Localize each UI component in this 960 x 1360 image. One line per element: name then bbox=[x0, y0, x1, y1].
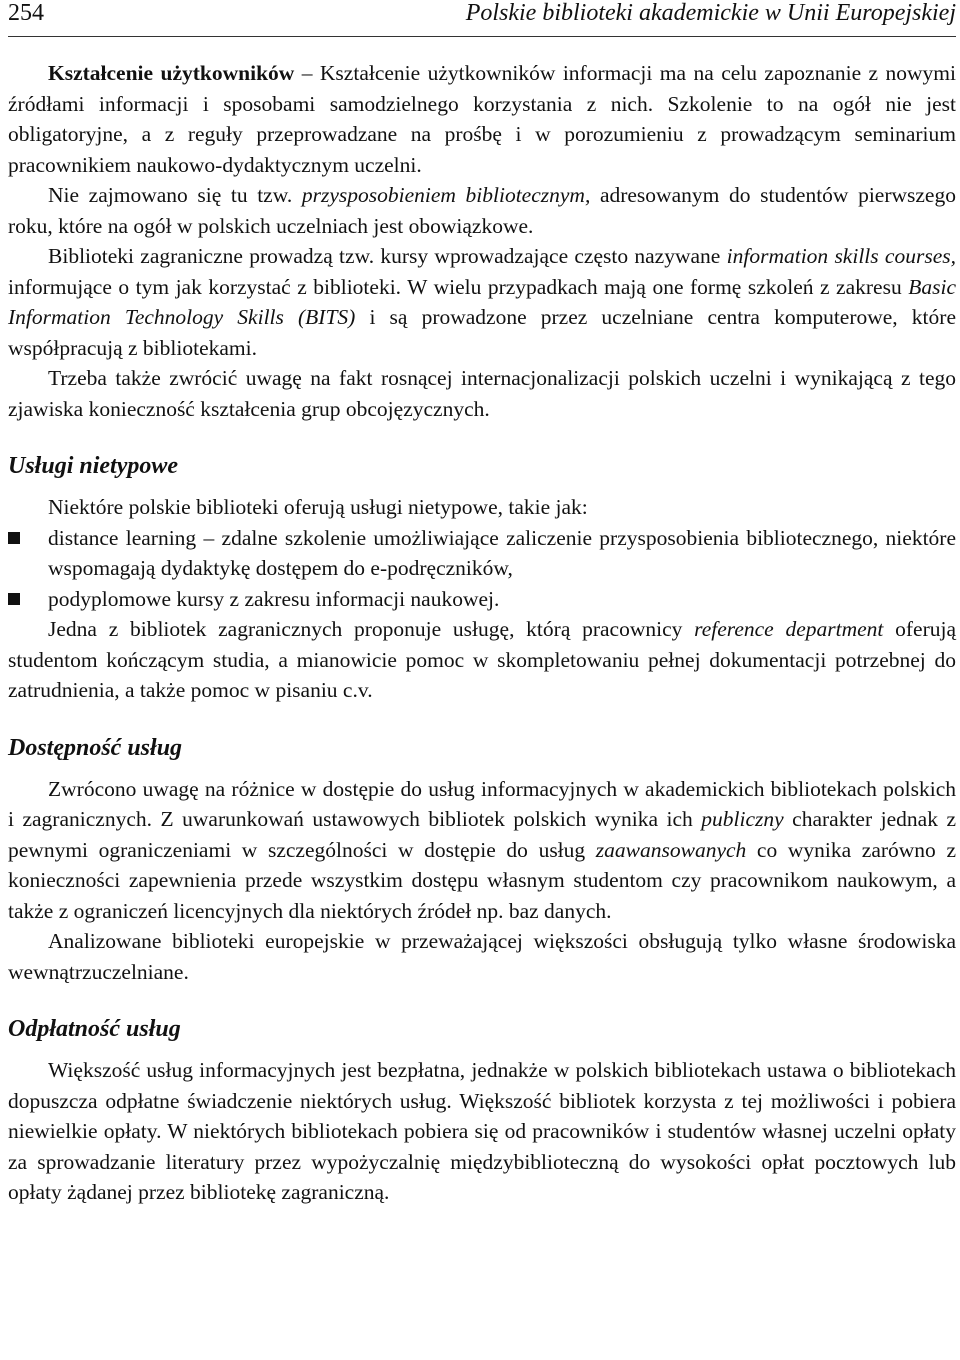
paragraph-foreign-courses bbox=[8, 241, 956, 363]
text-run: charakter jednak z pewnymi ograniczeniami w szczególności w dostępie do usług bbox=[8, 807, 956, 862]
running-title: Polskie biblioteki akademickie w Unii Europejskiej bbox=[465, 0, 956, 26]
italic-term: zaawansowanych bbox=[595, 837, 747, 862]
text-run: informujące o tym jak korzystać z biblioteki. W wielu przypadkach mają one formę szkoleń z zakresu bbox=[8, 274, 909, 299]
text-run: Biblioteki zagraniczne prowadzą tzw. kursy wprowadzające często nazywane bbox=[48, 244, 727, 268]
list-item-text: distance learning – zdalne szkolenie umożliwiające zaliczenie przysposobienia bibliotecznego, niektóre wspomagają dydaktykę dostępem do e-podręczników, bbox=[48, 525, 956, 580]
document-page bbox=[8, 0, 956, 1360]
body-text bbox=[8, 58, 956, 1208]
paragraph-atypical-intro: Niektóre polskie biblioteki oferują usługi nietypowe, takie jak: bbox=[48, 495, 588, 519]
bullet-list bbox=[8, 523, 956, 615]
square-bullet-icon bbox=[8, 532, 20, 544]
paragraph-reference-department bbox=[8, 614, 956, 706]
text-run: Nie zajmowano się tu tzw. bbox=[48, 183, 302, 207]
italic-term: Basic Information Technology Skills (BITS) bbox=[8, 274, 956, 329]
lead-term: Kształcenie użytkowników bbox=[48, 61, 295, 85]
list-item-text: podyplomowe kursy z zakresu informacji naukowej. bbox=[48, 586, 500, 611]
italic-term: reference department bbox=[694, 617, 884, 641]
running-header bbox=[8, 0, 956, 37]
section-heading-availability: Dostępność usług bbox=[8, 734, 183, 761]
paragraph-availability bbox=[8, 774, 956, 927]
italic-term: przysposobieniem bibliotecznym, bbox=[301, 183, 591, 207]
text-run: co wynika zarówno z konieczności zapewnienia przede wszystkim dostępu własnym studentom czy pracownikom naukowym, a także z ograniczeń licencyjnych dla niektórych źródeł np. baz danych. bbox=[8, 837, 956, 923]
text-run: Zwrócono uwagę na różnice w dostępie do usług informacyjnych w akademickich bibliotekach polskich i zagranicznych. Z uwarunkowań ustawowych bibliotek polskich wynika ich bbox=[8, 776, 956, 831]
paragraph-european-libraries: Analizowane biblioteki europejskie w przeważającej większości obsługują tylko własne środowiska wewnątrzuczelniane. bbox=[8, 929, 956, 984]
list-item bbox=[8, 584, 956, 615]
text-run: adresowanym do studentów pierwszego roku, które na ogół w polskich uczelniach jest obowiązkowe. bbox=[8, 183, 956, 238]
paragraph-library-orientation bbox=[8, 180, 956, 241]
page-number: 254 bbox=[8, 0, 44, 26]
paragraph-fees: Większość usług informacyjnych jest bezpłatna, jednakże w polskich bibliotekach ustawa o bibliotekach dopuszcza odpłatne świadczenie niektórych usług. Większość bibliotek korzysta z tej możliwości i pobiera niewielkie opłaty. W niektórych bibliotekach pobiera się od pracowników i studentów własnej uczelni opłaty za sprowadzanie literatury przez wypożyczalnię międzybiblioteczną do wysokości opłat pocztowych lub opłaty żądanej przez bibliotekę zagraniczną. bbox=[8, 1058, 956, 1204]
section-heading-fees: Odpłatność usług bbox=[8, 1016, 181, 1042]
text-run: – Kształcenie użytkowników informacji ma na celu zapoznanie z nowymi źródłami informacji i sposobami samodzielnego korzystania z nich. Szkolenie to na ogół nie jest obligatoryjne, a z reguły przeprowadzane na prośbę i w porozumieniu z prowadzącym seminarium pracownikiem naukowo-dydaktycznym uczelni. bbox=[8, 61, 956, 177]
square-bullet-icon bbox=[8, 593, 20, 605]
paragraph-internationalization: Trzeba także zwrócić uwagę na fakt rosnącej internacjonalizacji polskich uczelni i wynikającą z tego zjawiska konieczność kształcenia grup obcojęzycznych. bbox=[8, 366, 956, 421]
text-run: i są prowadzone przez uczelniane centra komputerowe, które współpracują z bibliotekami. bbox=[8, 305, 956, 360]
text-run: oferują studentom kończącym studia, a mianowicie pomoc w skompletowaniu pełnej dokumentacji potrzebnej do zatrudnienia, a także pomoc w pisaniu c.v. bbox=[8, 617, 956, 702]
italic-term: information skills courses, bbox=[726, 244, 956, 268]
paragraph-user-training bbox=[8, 58, 956, 180]
text-run: Jedna z bibliotek zagranicznych proponuje usługę, którą pracownicy bbox=[48, 617, 695, 641]
list-item bbox=[8, 523, 956, 584]
section-heading-atypical-services: Usługi nietypowe bbox=[8, 453, 179, 479]
italic-term: publiczny bbox=[701, 807, 784, 831]
